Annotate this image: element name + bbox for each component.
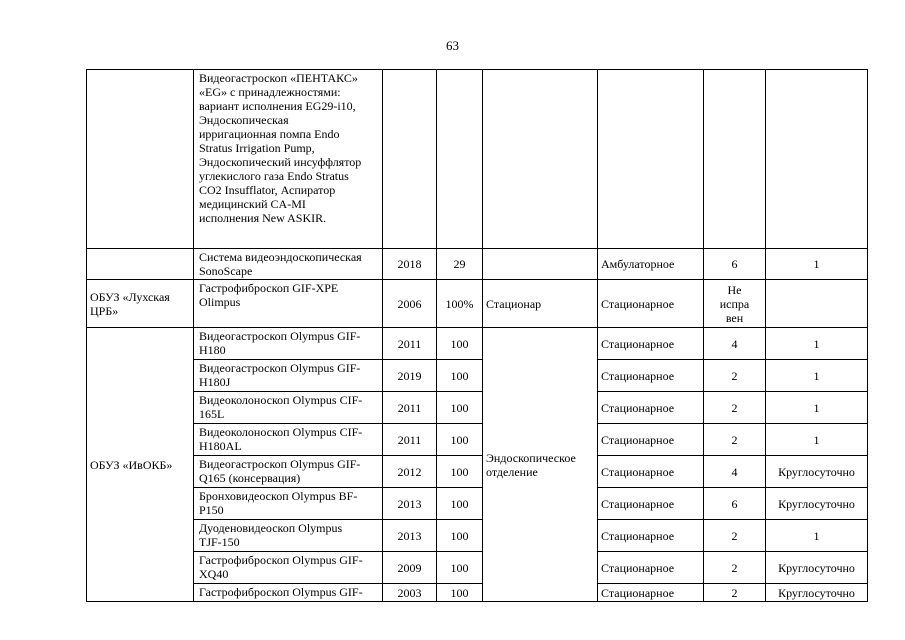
year-cell: 2009 (383, 552, 437, 584)
mode-cell: Стационарное (598, 456, 704, 488)
mode-cell: Стационарное (598, 552, 704, 584)
device-cell-line: ирригационная помпа Endo (199, 127, 340, 141)
equipment-table-body (87, 70, 868, 602)
wear-cell: 100 (437, 584, 483, 602)
device-cell (194, 424, 383, 456)
count-cell: 2 (704, 584, 766, 602)
shifts-cell: Круглосуточно (766, 456, 868, 488)
shifts-cell (766, 70, 868, 249)
table-row (87, 392, 868, 424)
device-cell-line: Эндоскопический инсуффлятор (199, 155, 362, 169)
wear-cell: 100 (437, 328, 483, 360)
page-number: 63 (446, 38, 459, 53)
device-cell-line: TJF-150 (199, 535, 240, 549)
year-cell: 2011 (383, 328, 437, 360)
count-cell: 2 (704, 552, 766, 584)
device-cell-line: «EG» с принадлежностями: (199, 85, 341, 99)
device-cell-line: Видеогастроскоп Olympus GIF- (199, 457, 361, 471)
wear-cell: 100 (437, 424, 483, 456)
device-cell (194, 456, 383, 488)
device-cell-line: Olimpus (199, 295, 241, 309)
count-cell-line: вен (725, 310, 744, 325)
equipment-table (86, 69, 868, 602)
table-row (87, 328, 868, 360)
device-cell-line: Бронховидеоскоп Olympus BF- (199, 489, 358, 503)
device-cell-line: H180J (199, 375, 231, 389)
count-cell: 6 (704, 488, 766, 520)
organization-cell-line: ОБУЗ «Лухская (90, 289, 170, 304)
shifts-cell: 1 (766, 520, 868, 552)
device-cell-line: Гастрофиброскоп Olympus GIF- (199, 585, 363, 599)
year-cell: 2006 (383, 280, 437, 328)
unit-cell (483, 249, 598, 280)
year-cell: 2018 (383, 249, 437, 280)
organization-cell (87, 249, 194, 280)
device-cell-line: Гастрофиброскоп GIF-XPE (199, 281, 339, 295)
mode-cell (598, 70, 704, 249)
unit-cell-line: отделение (486, 464, 538, 479)
shifts-cell: 1 (766, 424, 868, 456)
count-cell: 2 (704, 360, 766, 392)
device-cell-line: CO2 Insufflator, Аспиратор (199, 183, 336, 197)
count-cell (704, 70, 766, 249)
device-cell-line: Q165 (консервация) (199, 471, 301, 485)
wear-cell: 100 (437, 456, 483, 488)
device-cell-line: Эндоскопическая (199, 113, 289, 127)
table-row (87, 520, 868, 552)
wear-cell: 100 (437, 392, 483, 424)
unit-cell (483, 70, 598, 249)
shifts-cell: Круглосуточно (766, 584, 868, 602)
count-cell: 4 (704, 456, 766, 488)
device-cell-line: 165L (199, 407, 225, 421)
table-row (87, 424, 868, 456)
wear-cell (437, 70, 483, 249)
organization-cell (87, 70, 194, 249)
mode-cell: Стационарное (598, 392, 704, 424)
year-cell (383, 70, 437, 249)
year-cell: 2013 (383, 488, 437, 520)
device-cell (194, 552, 383, 584)
year-cell: 2003 (383, 584, 437, 602)
device-cell-line: P150 (199, 503, 224, 517)
device-cell (194, 488, 383, 520)
table-row (87, 552, 868, 584)
table-row (87, 280, 868, 328)
device-cell-line: Stratus Irrigation Pump, (199, 141, 315, 155)
organization-cell: ОБУЗ «ИвОКБ» (87, 328, 194, 602)
mode-cell: Стационарное (598, 280, 704, 328)
table-row (87, 360, 868, 392)
shifts-cell: 1 (766, 328, 868, 360)
device-cell-line: Гастрофиброскоп Olympus GIF- (199, 553, 363, 567)
table-row (87, 70, 868, 249)
device-cell (194, 520, 383, 552)
mode-cell: Стационарное (598, 520, 704, 552)
device-cell-line: углекислого газа Endo Stratus (199, 169, 349, 183)
year-cell: 2011 (383, 392, 437, 424)
count-cell (704, 280, 766, 328)
organization-cell-line: ЦРБ» (90, 303, 119, 318)
count-cell: 2 (704, 424, 766, 456)
shifts-cell (766, 280, 868, 328)
shifts-cell: 1 (766, 249, 868, 280)
device-cell-line: вариант исполнения EG29-i10, (199, 99, 356, 113)
table-row (87, 456, 868, 488)
year-cell: 2011 (383, 424, 437, 456)
year-cell: 2013 (383, 520, 437, 552)
count-cell: 4 (704, 328, 766, 360)
wear-cell: 100 (437, 552, 483, 584)
device-cell (194, 584, 383, 602)
year-cell: 2019 (383, 360, 437, 392)
table-row (87, 488, 868, 520)
unit-cell-line: Эндоскопическое (486, 450, 576, 465)
count-cell: 2 (704, 392, 766, 424)
device-cell (194, 392, 383, 424)
device-cell-line: Видеогастроскоп Olympus GIF- (199, 329, 361, 343)
device-cell-line: Видеогастроскоп Olympus GIF- (199, 361, 361, 375)
device-cell-line: медицинский CA-MI (199, 197, 306, 211)
organization-cell (87, 280, 194, 328)
count-cell-line: испра (719, 296, 750, 311)
table-row (87, 584, 868, 602)
device-cell-line: XQ40 (199, 567, 229, 581)
unit-cell: Стационар (483, 280, 598, 328)
device-cell (194, 70, 383, 249)
year-cell: 2012 (383, 456, 437, 488)
mode-cell: Стационарное (598, 584, 704, 602)
table-row (87, 249, 868, 280)
device-cell-line: H180AL (199, 439, 242, 453)
device-cell-line: Видеоколоноскоп Olympus CIF- (199, 425, 363, 439)
device-cell-line: Видеогастроскоп «ПЕНТАКС» (199, 71, 358, 85)
device-cell (194, 360, 383, 392)
wear-cell: 29 (437, 249, 483, 280)
device-cell-line: Система видеоэндоскопическая (199, 250, 362, 264)
device-cell-line: Видеоколоноскоп Olympus CIF- (199, 393, 363, 407)
shifts-cell: 1 (766, 360, 868, 392)
mode-cell: Стационарное (598, 424, 704, 456)
device-cell-line: исполнения New ASKIR. (199, 211, 327, 225)
count-cell: 6 (704, 249, 766, 280)
shifts-cell: Круглосуточно (766, 552, 868, 584)
device-cell (194, 249, 383, 280)
shifts-cell: Круглосуточно (766, 488, 868, 520)
count-cell: 2 (704, 520, 766, 552)
device-cell-line: SonoScape (199, 264, 253, 278)
unit-cell (483, 328, 598, 602)
device-cell-line: Дуоденовидеоскоп Olympus (199, 521, 343, 535)
count-cell-line: Не (727, 282, 742, 297)
wear-cell: 100 (437, 488, 483, 520)
device-cell (194, 280, 383, 328)
device-cell-line: H180 (199, 343, 226, 357)
mode-cell: Амбулаторное (598, 249, 704, 280)
mode-cell: Стационарное (598, 328, 704, 360)
mode-cell: Стационарное (598, 488, 704, 520)
wear-cell: 100% (437, 280, 483, 328)
wear-cell: 100 (437, 520, 483, 552)
wear-cell: 100 (437, 360, 483, 392)
mode-cell: Стационарное (598, 360, 704, 392)
shifts-cell: 1 (766, 392, 868, 424)
device-cell (194, 328, 383, 360)
